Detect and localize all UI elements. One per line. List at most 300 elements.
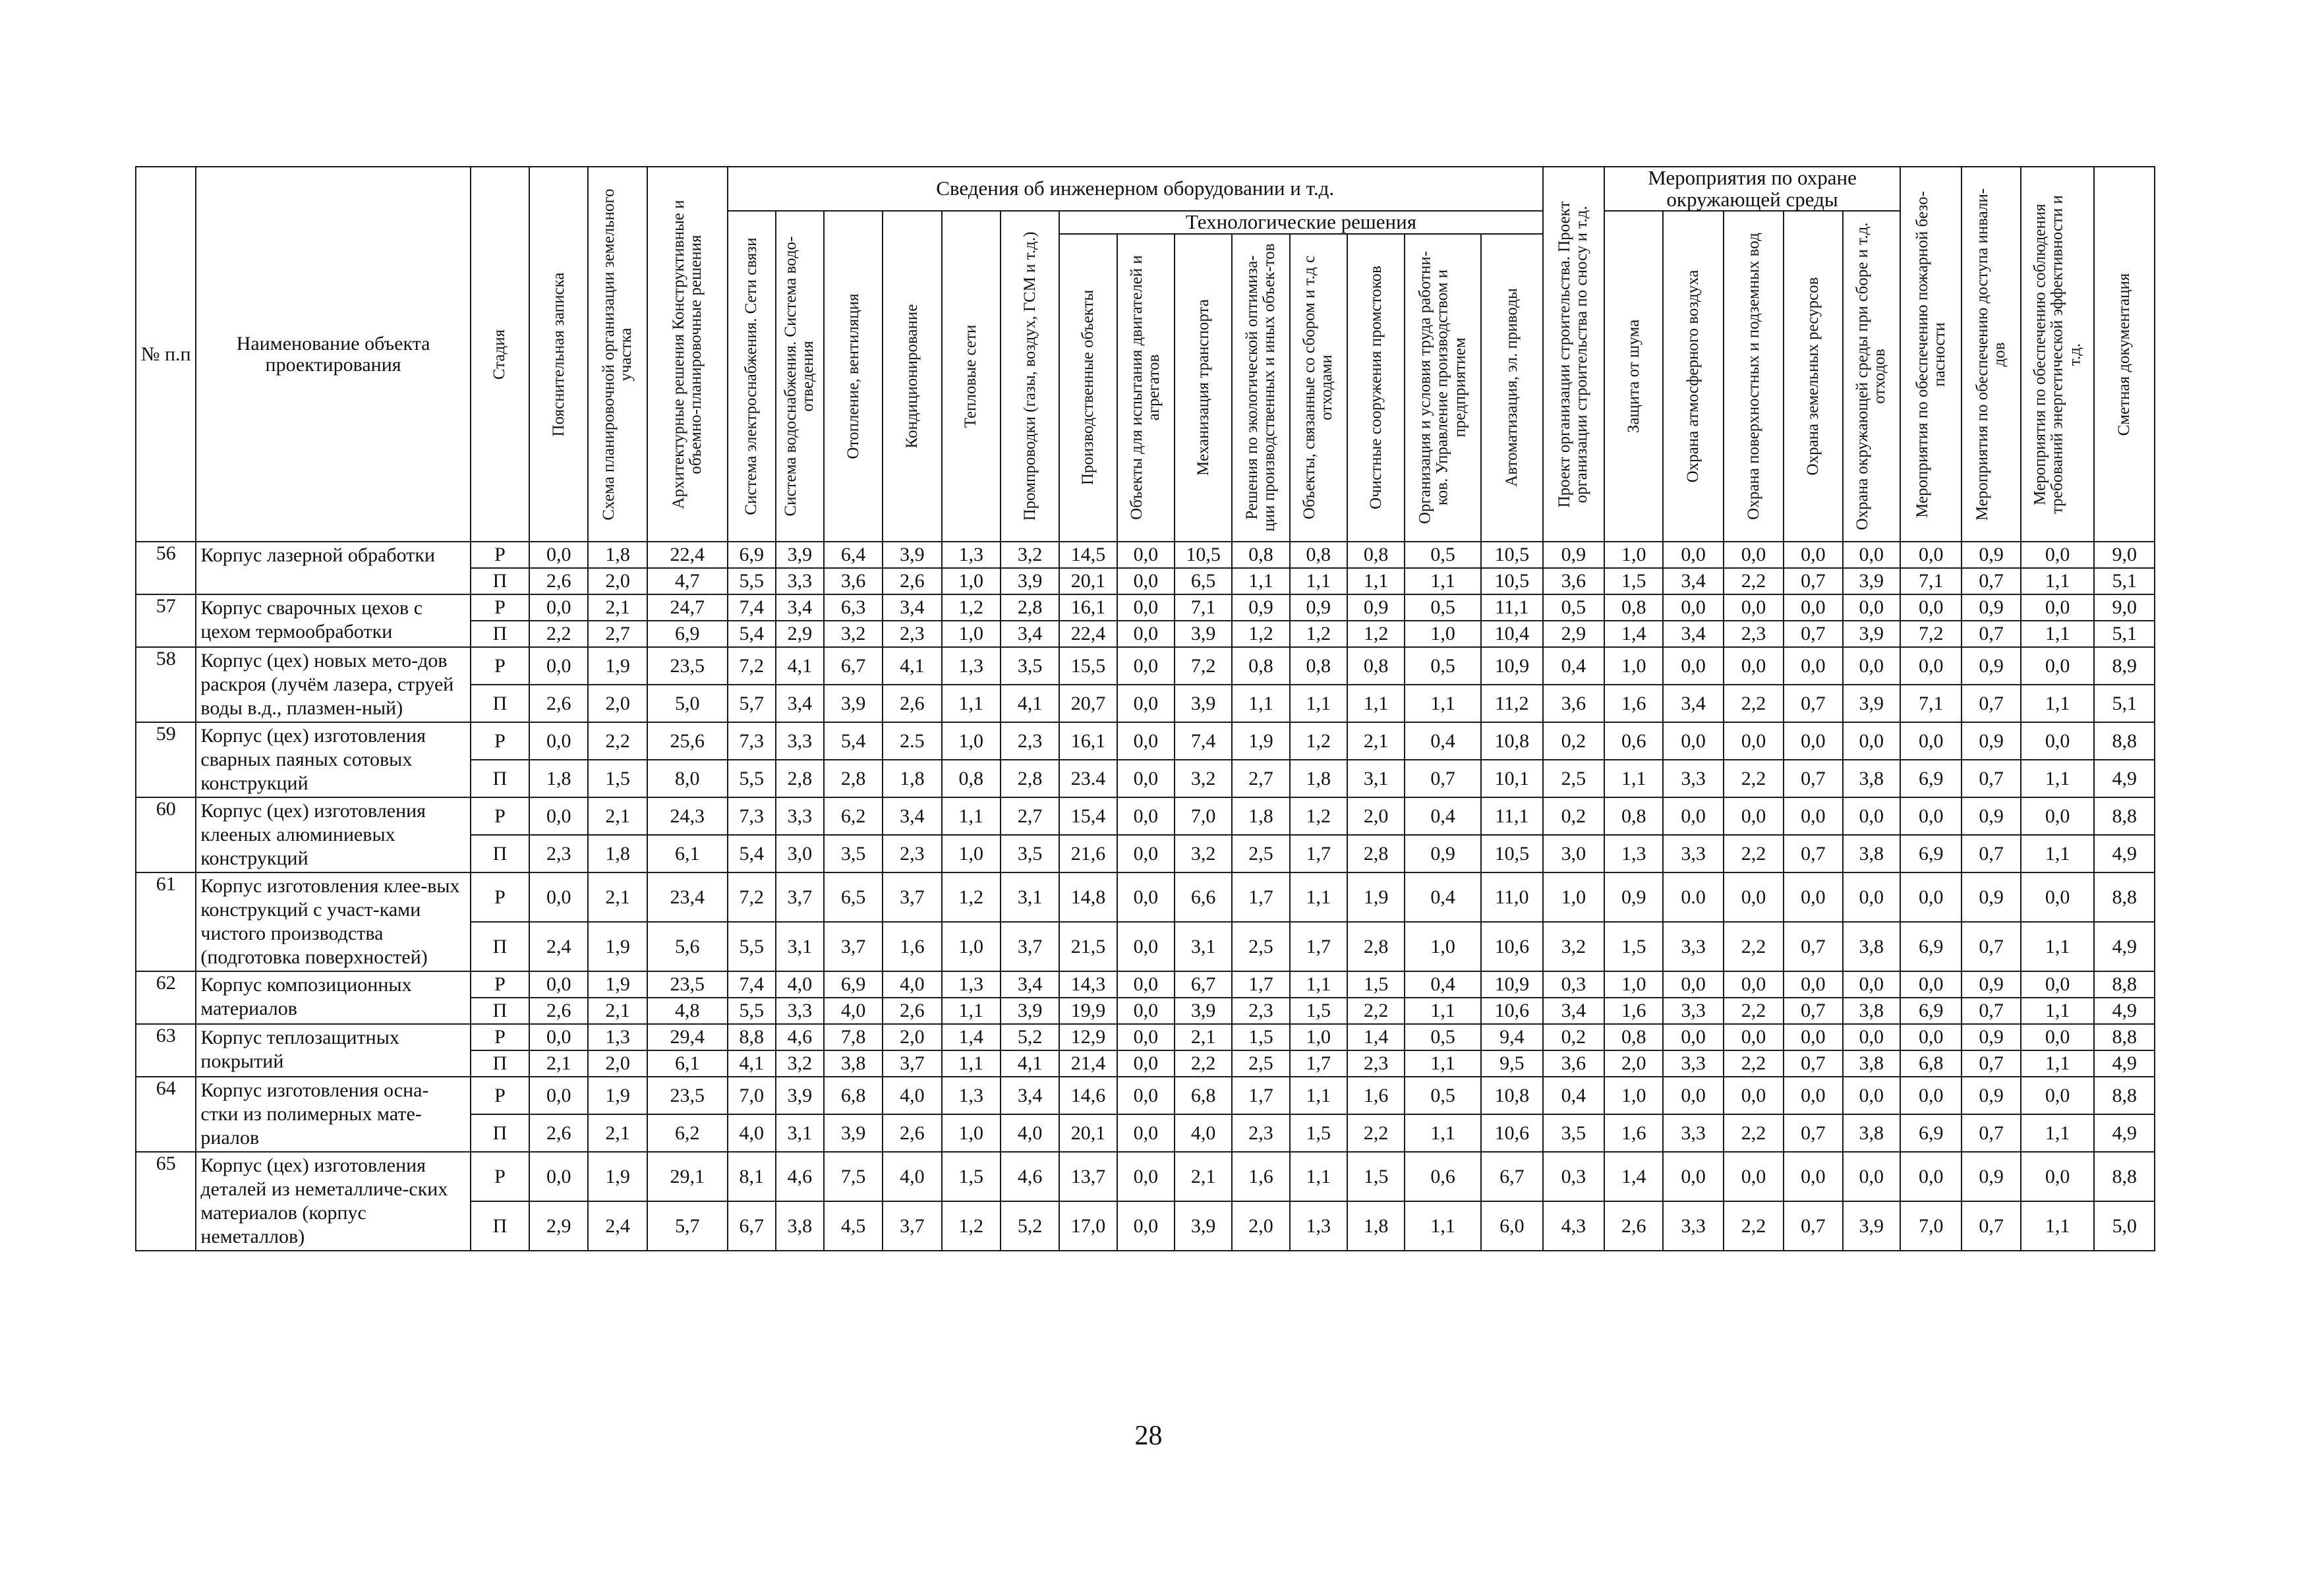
value-cell: 0,8 [1290, 542, 1347, 568]
value-cell: 0,7 [1784, 621, 1842, 647]
value-cell: 1,5 [1604, 568, 1663, 594]
table-row [136, 971, 2155, 998]
value-cell: 23,5 [647, 1077, 728, 1114]
header-group-engineering: Сведения об инженерном оборудовании и т.д. [728, 167, 1543, 211]
value-cell: 23,5 [647, 647, 728, 685]
header-energy: Мероприятия по обеспечению соблюдения требований энергетической эффективности и т.д. [2021, 167, 2095, 542]
value-cell: 0,4 [1405, 872, 1481, 922]
value-cell: 3,3 [1663, 998, 1723, 1024]
value-cell: 7,1 [1900, 685, 1962, 722]
value-cell: 4,1 [776, 647, 824, 685]
table-row [136, 797, 2155, 835]
value-cell: 1,6 [1604, 685, 1663, 722]
value-cell: 0,0 [1724, 1077, 1784, 1114]
header-waste: Объекты, связанные со сбором и т.д с отходами [1290, 234, 1347, 542]
value-cell: 2,1 [1175, 1152, 1232, 1201]
table-body [136, 542, 2155, 1251]
value-cell: 0,4 [1543, 647, 1604, 685]
value-cell: 15,4 [1059, 797, 1117, 835]
value-cell: 0,5 [1405, 1077, 1481, 1114]
value-cell: 6,8 [1175, 1077, 1232, 1114]
value-cell: 1,9 [1347, 872, 1405, 922]
value-cell: 0,0 [1724, 542, 1784, 568]
value-cell: 10,6 [1481, 1114, 1543, 1152]
value-cell: 3,9 [1843, 685, 1900, 722]
value-cell: 3,8 [1843, 922, 1900, 971]
value-cell: 1,5 [1290, 1114, 1347, 1152]
value-cell: 11,1 [1481, 797, 1543, 835]
value-cell: 1,6 [1232, 1152, 1289, 1201]
value-cell: 6,9 [1900, 760, 1962, 797]
value-cell: 0,5 [1405, 1024, 1481, 1050]
value-cell: 7,2 [1175, 647, 1232, 685]
value-cell: 2,2 [1724, 835, 1784, 872]
value-cell: 6,1 [647, 835, 728, 872]
stage-cell: П [471, 1114, 529, 1152]
value-cell: 14,3 [1059, 971, 1117, 998]
value-cell: 8,1 [728, 1152, 776, 1201]
value-cell: 4,1 [883, 647, 941, 685]
value-cell: 5,5 [728, 568, 776, 594]
value-cell: 20,1 [1059, 568, 1117, 594]
value-cell: 3,2 [1001, 542, 1059, 568]
stage-cell: П [471, 568, 529, 594]
value-cell: 7,4 [728, 594, 776, 621]
value-cell: 3,6 [1543, 1050, 1604, 1077]
value-cell: 0,7 [1784, 998, 1842, 1024]
value-cell: 7,0 [728, 1077, 776, 1114]
value-cell: 1,3 [588, 1024, 647, 1050]
value-cell: 10,9 [1481, 647, 1543, 685]
value-cell: 2,2 [1724, 1050, 1784, 1077]
object-name: Корпус изготовления клее-вых конструкций с участ-ками чистого производства (подготовка поверхностей) [196, 872, 470, 971]
value-cell: 0,0 [1784, 1024, 1842, 1050]
value-cell: 5,4 [824, 722, 883, 760]
value-cell: 1,3 [942, 542, 1001, 568]
object-name: Корпус (цех) изготовления сварных паяных сотовых конструкций [196, 722, 470, 797]
header-transport: Механизация транспорта [1175, 234, 1232, 542]
header-group-env: Мероприятия по охране окружающей среды [1604, 167, 1900, 211]
value-cell: 9,0 [2094, 542, 2155, 568]
value-cell: 0,3 [1543, 1152, 1604, 1201]
value-cell: 0,0 [1724, 594, 1784, 621]
value-cell: 20,1 [1059, 1114, 1117, 1152]
value-cell: 4,9 [2094, 1050, 2155, 1077]
stage-cell: Р [471, 797, 529, 835]
value-cell: 1,2 [1290, 621, 1347, 647]
value-cell: 0,0 [1900, 1152, 1962, 1201]
value-cell: 6,9 [647, 621, 728, 647]
header-construction: Проект организации строительства. Проект организации строительства по сносу и т.д. [1543, 167, 1604, 542]
value-cell: 22,4 [647, 542, 728, 568]
value-cell: 14,8 [1059, 872, 1117, 922]
value-cell: 3,9 [1175, 1201, 1232, 1251]
table-row [136, 1024, 2155, 1050]
value-cell: 2,1 [1347, 722, 1405, 760]
page-number: 28 [1134, 1421, 1163, 1451]
value-cell: 2,2 [1724, 685, 1784, 722]
value-cell: 2,2 [1347, 1114, 1405, 1152]
value-cell: 1,1 [1347, 568, 1405, 594]
value-cell: 9,5 [1481, 1050, 1543, 1077]
value-cell: 10,5 [1481, 835, 1543, 872]
value-cell: 3,1 [776, 1114, 824, 1152]
value-cell: 6,7 [1175, 971, 1232, 998]
value-cell: 0,7 [1962, 835, 2020, 872]
value-cell: 2,8 [1347, 835, 1405, 872]
header-water: Система водоснабжения. Система водо-отведения [776, 211, 824, 542]
value-cell: 0,0 [1117, 1050, 1175, 1077]
object-name: Корпус теплозащитных покрытий [196, 1024, 470, 1077]
value-cell: 3,1 [1347, 760, 1405, 797]
value-cell: 0,9 [1962, 542, 2020, 568]
value-cell: 8,9 [2094, 647, 2155, 685]
value-cell: 3,8 [1843, 760, 1900, 797]
table-row [136, 1077, 2155, 1114]
value-cell: 3,2 [776, 1050, 824, 1077]
object-name: Корпус изготовления осна-стки из полимерных мате-риалов [196, 1077, 470, 1152]
value-cell: 2,2 [1724, 760, 1784, 797]
header-engine-test: Объекты для испытания двигателей и агрегатов [1117, 234, 1175, 542]
value-cell: 1,0 [942, 568, 1001, 594]
value-cell: 0,5 [1405, 594, 1481, 621]
value-cell: 2,8 [1001, 594, 1059, 621]
value-cell: 3,5 [1001, 835, 1059, 872]
value-cell: 0.0 [1663, 872, 1723, 922]
value-cell: 3,7 [776, 872, 824, 922]
value-cell: 3,4 [776, 685, 824, 722]
stage-cell: Р [471, 1024, 529, 1050]
value-cell: 1,8 [588, 835, 647, 872]
value-cell: 1,7 [1232, 1077, 1289, 1114]
value-cell: 5,4 [728, 621, 776, 647]
value-cell: 4,1 [1001, 1050, 1059, 1077]
value-cell: 3,3 [776, 722, 824, 760]
value-cell: 2,1 [529, 1050, 588, 1077]
value-cell: 2,3 [883, 835, 941, 872]
object-name: Корпус лазерной обработки [196, 542, 470, 594]
stage-cell: П [471, 1201, 529, 1251]
value-cell: 1,5 [1347, 971, 1405, 998]
value-cell: 0,0 [1663, 1024, 1723, 1050]
value-cell: 2,6 [883, 998, 941, 1024]
value-cell: 2,9 [1543, 621, 1604, 647]
value-cell: 4,6 [776, 1024, 824, 1050]
value-cell: 2,1 [588, 998, 647, 1024]
object-name: Корпус (цех) изготовления клееных алюминиевых конструкций [196, 797, 470, 872]
object-name: Корпус (цех) новых мето-дов раскроя (лучём лазера, струей воды в.д., плазмен-ный) [196, 647, 470, 722]
value-cell: 2,5 [1232, 1050, 1289, 1077]
value-cell: 4,1 [728, 1050, 776, 1077]
header-heating: Отопление, вентиляция [824, 211, 883, 542]
value-cell: 1,0 [1290, 1024, 1347, 1050]
value-cell: 6,9 [1900, 835, 1962, 872]
value-cell: 6,5 [1175, 568, 1232, 594]
value-cell: 0,0 [1724, 1024, 1784, 1050]
value-cell: 9,0 [2094, 594, 2155, 621]
value-cell: 3,8 [1843, 1114, 1900, 1152]
value-cell: 0,0 [1784, 594, 1842, 621]
value-cell: 6,0 [1481, 1201, 1543, 1251]
header-treatment: Очистные сооружения промстоков [1347, 234, 1405, 542]
value-cell: 10,5 [1481, 568, 1543, 594]
value-cell: 2,2 [1724, 1114, 1784, 1152]
value-cell: 3,5 [1543, 1114, 1604, 1152]
value-cell: 0,0 [529, 722, 588, 760]
header-waste-env: Охрана окружающей среды при сборе и т.д. отходов [1843, 211, 1900, 542]
value-cell: 1,9 [588, 1152, 647, 1201]
value-cell: 0,7 [1784, 1201, 1842, 1251]
value-cell: 3,6 [1543, 685, 1604, 722]
value-cell: 8,8 [2094, 722, 2155, 760]
value-cell: 16,1 [1059, 594, 1117, 621]
value-cell: 1,1 [2021, 835, 2095, 872]
value-cell: 0,7 [1962, 760, 2020, 797]
stage-cell: Р [471, 971, 529, 998]
value-cell: 1,3 [1604, 835, 1663, 872]
value-cell: 21,6 [1059, 835, 1117, 872]
value-cell: 23.4 [1059, 760, 1117, 797]
value-cell: 0,0 [1724, 1152, 1784, 1201]
value-cell: 10,4 [1481, 621, 1543, 647]
value-cell: 1,3 [1290, 1201, 1347, 1251]
value-cell: 0,0 [1900, 722, 1962, 760]
value-cell: 0,0 [1784, 542, 1842, 568]
value-cell: 0,3 [1543, 971, 1604, 998]
value-cell: 7,3 [728, 797, 776, 835]
value-cell: 2,0 [1347, 797, 1405, 835]
value-cell: 1,8 [1290, 760, 1347, 797]
value-cell: 0,0 [1843, 542, 1900, 568]
value-cell: 2,7 [1001, 797, 1059, 835]
value-cell: 2,3 [1232, 1114, 1289, 1152]
header-heat-net: Тепловые сети [942, 211, 1001, 542]
value-cell: 3,0 [776, 835, 824, 872]
value-cell: 1,1 [1290, 568, 1347, 594]
value-cell: 0,0 [1117, 722, 1175, 760]
value-cell: 0,0 [2021, 722, 2095, 760]
value-cell: 0,2 [1543, 797, 1604, 835]
value-cell: 1,4 [1604, 621, 1663, 647]
value-cell: 5,2 [1001, 1024, 1059, 1050]
value-cell: 0,0 [1724, 971, 1784, 998]
value-cell: 1,1 [1290, 685, 1347, 722]
value-cell: 2,1 [1175, 1024, 1232, 1050]
value-cell: 0,0 [1900, 594, 1962, 621]
header-no: № п.п [136, 167, 196, 542]
value-cell: 2.5 [883, 722, 941, 760]
value-cell: 0,7 [1784, 922, 1842, 971]
value-cell: 1,0 [1604, 542, 1663, 568]
value-cell: 1,1 [1604, 760, 1663, 797]
value-cell: 4,3 [1543, 1201, 1604, 1251]
value-cell: 10,9 [1481, 971, 1543, 998]
value-cell: 1,1 [2021, 998, 2095, 1024]
value-cell: 1,1 [1290, 1077, 1347, 1114]
value-cell: 10,8 [1481, 722, 1543, 760]
value-cell: 5,5 [728, 760, 776, 797]
value-cell: 0,7 [1962, 922, 2020, 971]
value-cell: 0,5 [1405, 542, 1481, 568]
distribution-table [135, 166, 2155, 1251]
value-cell: 0,0 [1784, 1152, 1842, 1201]
value-cell: 2,3 [1724, 621, 1784, 647]
object-name: Корпус (цех) изготовления деталей из неметалличе-ских материалов (корпус неметаллов) [196, 1152, 470, 1251]
value-cell: 0,0 [1784, 722, 1842, 760]
value-cell: 4,0 [824, 998, 883, 1024]
value-cell: 0,0 [1117, 797, 1175, 835]
value-cell: 0,0 [1117, 1152, 1175, 1201]
value-cell: 0,0 [1900, 797, 1962, 835]
value-cell: 0,0 [1117, 1114, 1175, 1152]
value-cell: 1,1 [1290, 872, 1347, 922]
stage-cell: Р [471, 594, 529, 621]
value-cell: 0,0 [1724, 797, 1784, 835]
table-row [136, 594, 2155, 621]
value-cell: 29,1 [647, 1152, 728, 1201]
value-cell: 0,2 [1543, 1024, 1604, 1050]
value-cell: 10,6 [1481, 922, 1543, 971]
value-cell: 2,5 [1232, 922, 1289, 971]
value-cell: 1,5 [1232, 1024, 1289, 1050]
value-cell: 21,4 [1059, 1050, 1117, 1077]
value-cell: 4,0 [1001, 1114, 1059, 1152]
value-cell: 3,7 [883, 1050, 941, 1077]
value-cell: 1,2 [1290, 722, 1347, 760]
value-cell: 17,0 [1059, 1201, 1117, 1251]
value-cell: 21,5 [1059, 922, 1117, 971]
value-cell: 24,7 [647, 594, 728, 621]
value-cell: 0,0 [1784, 797, 1842, 835]
value-cell: 4,6 [776, 1152, 824, 1201]
object-name: Корпус сварочных цехов с цехом термообработки [196, 594, 470, 647]
object-name: Корпус композиционных материалов [196, 971, 470, 1024]
value-cell: 0,0 [1900, 971, 1962, 998]
value-cell: 7,2 [728, 872, 776, 922]
stage-cell: П [471, 998, 529, 1024]
value-cell: 0,9 [1962, 722, 2020, 760]
stage-cell: Р [471, 542, 529, 568]
value-cell: 3,8 [1843, 835, 1900, 872]
value-cell: 4,1 [1001, 685, 1059, 722]
value-cell: 0,0 [1663, 542, 1723, 568]
value-cell: 3,8 [1843, 998, 1900, 1024]
value-cell: 0,4 [1543, 1077, 1604, 1114]
value-cell: 1,1 [942, 998, 1001, 1024]
header-labor: Организация и условия труда работни-ков. Управление производством и предприятием [1405, 234, 1481, 542]
value-cell: 0,0 [1663, 722, 1723, 760]
value-cell: 1,1 [1405, 998, 1481, 1024]
value-cell: 3,1 [1001, 872, 1059, 922]
value-cell: 6,9 [1900, 1114, 1962, 1152]
value-cell: 0,0 [1843, 797, 1900, 835]
value-cell: 0,8 [1604, 1024, 1663, 1050]
value-cell: 0,9 [1604, 872, 1663, 922]
value-cell: 1,3 [942, 1077, 1001, 1114]
value-cell: 3,9 [776, 1077, 824, 1114]
value-cell: 0,0 [1843, 594, 1900, 621]
value-cell: 2,6 [529, 685, 588, 722]
value-cell: 7,2 [1900, 621, 1962, 647]
value-cell: 0,8 [1347, 647, 1405, 685]
value-cell: 2,0 [588, 568, 647, 594]
value-cell: 0,0 [529, 594, 588, 621]
value-cell: 3,9 [1001, 568, 1059, 594]
value-cell: 2,0 [1232, 1201, 1289, 1251]
value-cell: 3,1 [1175, 922, 1232, 971]
value-cell: 1,7 [1232, 971, 1289, 998]
value-cell: 0,0 [529, 647, 588, 685]
value-cell: 1,2 [942, 872, 1001, 922]
value-cell: 1,0 [1543, 872, 1604, 922]
value-cell: 0,0 [1663, 1077, 1723, 1114]
value-cell: 3,7 [1001, 922, 1059, 971]
value-cell: 0,8 [1347, 542, 1405, 568]
value-cell: 2,8 [1001, 760, 1059, 797]
value-cell: 1,9 [588, 647, 647, 685]
value-cell: 2,7 [1232, 760, 1289, 797]
value-cell: 0,0 [1663, 797, 1723, 835]
value-cell: 8,8 [2094, 1077, 2155, 1114]
value-cell: 0,0 [1117, 621, 1175, 647]
value-cell: 0,9 [1347, 594, 1405, 621]
value-cell: 7,0 [1175, 797, 1232, 835]
value-cell: 0,0 [529, 542, 588, 568]
value-cell: 1,9 [588, 1077, 647, 1114]
value-cell: 4,8 [647, 998, 728, 1024]
value-cell: 3,9 [776, 542, 824, 568]
value-cell: 0,0 [1117, 1077, 1175, 1114]
value-cell: 1,5 [942, 1152, 1001, 1201]
value-cell: 0,0 [1843, 1152, 1900, 1201]
value-cell: 1,5 [1290, 998, 1347, 1024]
value-cell: 1,1 [1232, 568, 1289, 594]
value-cell: 3,4 [883, 797, 941, 835]
value-cell: 2,0 [588, 1050, 647, 1077]
value-cell: 7,4 [1175, 722, 1232, 760]
value-cell: 6,9 [1900, 998, 1962, 1024]
value-cell: 0,0 [1117, 685, 1175, 722]
value-cell: 3,3 [776, 797, 824, 835]
value-cell: 0,9 [1962, 1024, 2020, 1050]
value-cell: 1,1 [1405, 685, 1481, 722]
value-cell: 1,2 [942, 1201, 1001, 1251]
header-group-tech: Технологические решения [1059, 211, 1542, 234]
value-cell: 3,4 [1543, 998, 1604, 1024]
value-cell: 4,0 [883, 1152, 941, 1201]
value-cell: 3,8 [824, 1050, 883, 1077]
value-cell: 4,9 [2094, 760, 2155, 797]
value-cell: 24,3 [647, 797, 728, 835]
value-cell: 0,9 [1290, 594, 1347, 621]
value-cell: 0,9 [1232, 594, 1289, 621]
header-disabled: Мероприятия по обеспечению доступа инвали-дов [1962, 167, 2020, 542]
value-cell: 3,4 [1001, 1077, 1059, 1114]
value-cell: 7,0 [1900, 1201, 1962, 1251]
table-row [136, 872, 2155, 922]
value-cell: 1,5 [588, 760, 647, 797]
value-cell: 3,4 [1001, 971, 1059, 998]
value-cell: 1,1 [2021, 568, 2095, 594]
value-cell: 1,8 [588, 542, 647, 568]
value-cell: 3,3 [776, 998, 824, 1024]
value-cell: 2,4 [529, 922, 588, 971]
header-stage: Стадия [471, 167, 529, 542]
value-cell: 0,0 [1663, 971, 1723, 998]
value-cell: 1,6 [1604, 998, 1663, 1024]
value-cell: 2,2 [1724, 998, 1784, 1024]
value-cell: 0,7 [1784, 1114, 1842, 1152]
